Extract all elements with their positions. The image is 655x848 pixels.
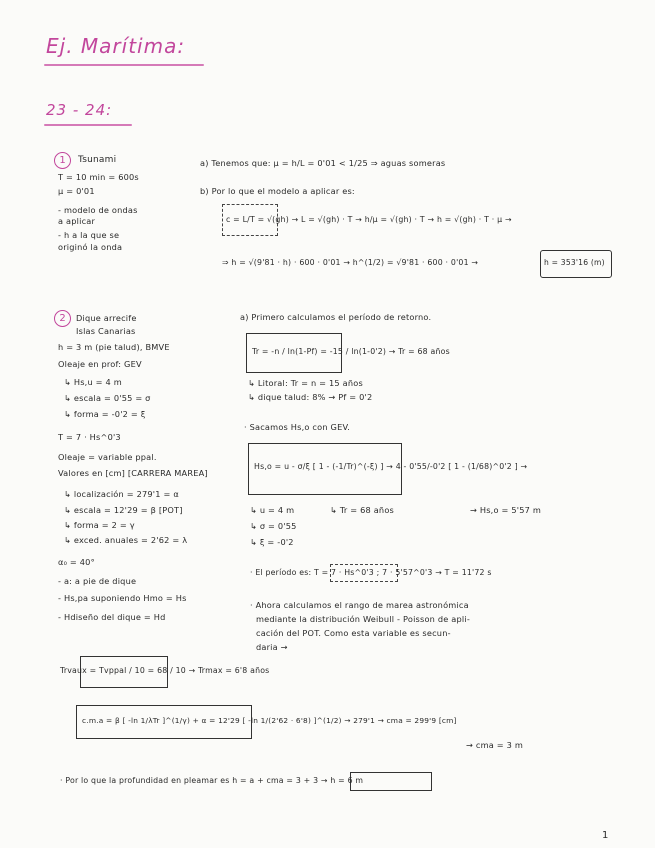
title-underline — [44, 64, 204, 66]
given-line: ↳ forma = 2 = γ — [64, 520, 135, 530]
problem-2-number: 2 — [54, 310, 71, 327]
given-line: α₀ = 40° — [58, 557, 95, 567]
cma-formula: c.m.a = β [ -ln 1/λTr ]^(1/γ) + α = 12'29 [ -ln 1/(2'62 · 6'8) ]^(1/2) → 279'1 → cma = 299'9 [cm] — [82, 716, 457, 725]
pot-text-line: · Ahora calculamos el rango de marea astronómica — [250, 600, 469, 610]
problem-1-part-a: a) Tenemos que: μ = h/L = 0'01 < 1/25 ⇒ aguas someras — [200, 158, 446, 168]
tr-note-1: ↳ Litoral: Tr = n = 15 años — [248, 378, 363, 388]
given-line: Oleaje = variable ppal. — [58, 452, 157, 462]
given-line: T = 10 min = 600s — [58, 172, 139, 182]
pot-text-line: daria → — [256, 642, 288, 652]
year-underline — [44, 124, 132, 126]
problem-2-name: Dique arrecife — [76, 313, 137, 323]
trvaux-formula: Trvaux = Tvppal / 10 = 68 / 10 → Trmax = 6'8 años — [60, 666, 270, 675]
cma-result: → cma = 3 m — [466, 740, 524, 750]
given-line: originó la onda — [58, 242, 123, 252]
gev-param: ↳ u = 4 m — [250, 505, 295, 515]
given-line: h = 3 m (pie talud), BMVE — [58, 342, 170, 352]
pot-text-line: mediante la distribución Weibull - Poisson de apli- — [256, 614, 471, 624]
given-line: - Hs,pa suponiendo Hmo = Hs — [58, 593, 187, 603]
tr-note-2: ↳ dique talud: 8% → Pf = 0'2 — [248, 392, 373, 402]
given-line: ↳ escala = 12'29 = β [POT] — [64, 505, 183, 515]
given-line: ↳ localización = 279'1 = α — [64, 489, 179, 499]
gev-intro: · Sacamos Hs,o con GEV. — [244, 422, 350, 432]
page-title: Ej. Marítima: — [46, 34, 186, 58]
problem-2-part-a: a) Primero calculamos el período de retorno. — [240, 312, 432, 322]
gev-tr: ↳ Tr = 68 años — [330, 505, 394, 515]
given-line: ↳ forma = -0'2 = ξ — [64, 409, 146, 419]
given-line: ↳ exced. anuales = 2'62 = λ — [64, 535, 188, 545]
given-line: - Hdiseño del dique = Hd — [58, 612, 166, 622]
final-line: · Por lo que la profundidad en pleamar es h = a + cma = 3 + 3 → h = 6 m — [60, 776, 364, 785]
problem-2-name-2: Islas Canarias — [76, 326, 136, 336]
given-line: a aplicar — [58, 216, 96, 226]
problem-1-name: Tsunami — [78, 155, 117, 165]
given-line: ↳ escala = 0'55 = σ — [64, 393, 151, 403]
gev-result: → Hs,o = 5'57 m — [470, 505, 542, 515]
given-line: ↳ Hs,u = 4 m — [64, 377, 122, 387]
given-line: - h a la que se — [58, 230, 120, 240]
given-line: - modelo de ondas — [58, 205, 138, 215]
year-heading: 23 - 24: — [46, 101, 113, 119]
pot-text-line: cación del POT. Como esta variable es secun- — [256, 628, 451, 638]
problem-1-formula-2: ⇒ h = √(9'81 · h) · 600 · 0'01 → h^(1/2) = √9'81 · 600 · 0'01 → — [222, 258, 479, 267]
period-line: · El período es: T = 7 · Hs^0'3 ; 7 · 5'57^0'3 → T = 11'72 s — [250, 568, 492, 577]
given-line: μ = 0'01 — [58, 186, 95, 196]
problem-1-formula-1: c = L/T = √(gh) → L = √(gh) · T → h/μ = √(gh) · T → h = √(gh) · T · μ → — [226, 215, 512, 224]
given-line: T = 7 · Hs^0'3 — [58, 432, 121, 442]
gev-param: ↳ σ = 0'55 — [250, 521, 297, 531]
given-line: Oleaje en prof: GEV — [58, 359, 142, 369]
problem-1-part-b: b) Por lo que el modelo a aplicar es: — [200, 186, 355, 196]
tr-formula: Tr = -n / ln(1-Pf) = -15 / ln(1-0'2) → Tr = 68 años — [252, 347, 450, 356]
problem-1-number: 1 — [54, 152, 71, 169]
given-line: - a: a pie de dique — [58, 576, 137, 586]
gev-formula: Hs,o = u - σ/ξ [ 1 - (-1/Tr)^(-ξ) ] → 4 - 0'55/-0'2 [ 1 - (1/68)^0'2 ] → — [254, 462, 528, 471]
problem-1-result: h = 353'16 (m) — [544, 258, 605, 267]
given-line: Valores en [cm] [CARRERA MAREA] — [58, 468, 208, 478]
gev-param: ↳ ξ = -0'2 — [250, 537, 294, 547]
page-number: 1 — [602, 830, 609, 841]
